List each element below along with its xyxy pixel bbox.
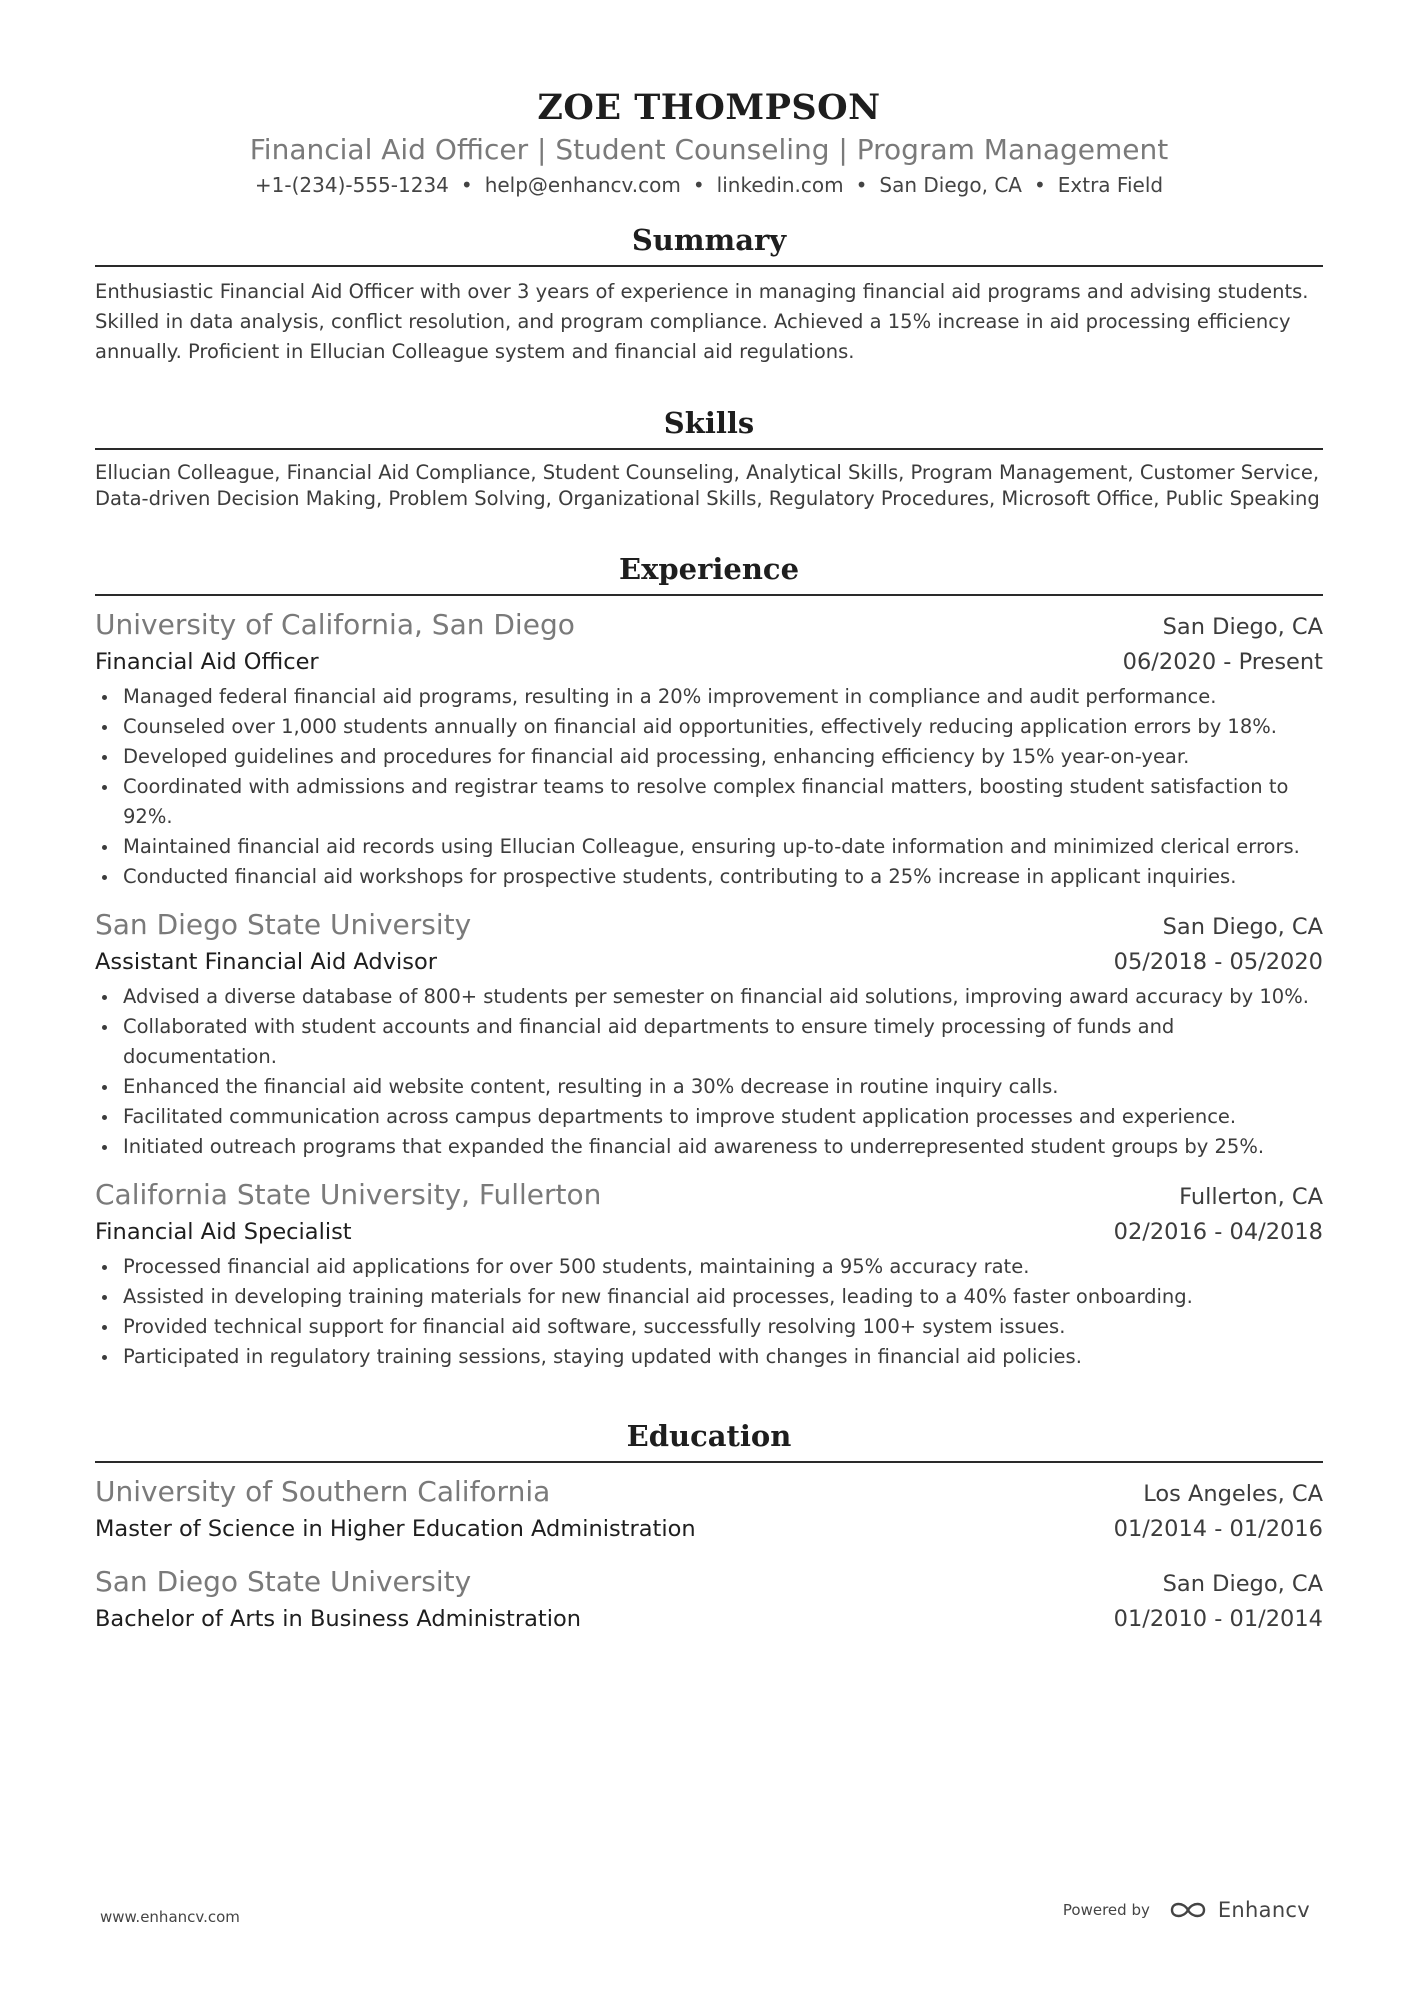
education-section <box>95 1416 1323 1635</box>
job-bullets <box>95 982 1323 1162</box>
employer-location: San Diego, CA <box>1162 614 1323 640</box>
job-title: Financial Aid Officer <box>95 649 319 675</box>
employer-location: San Diego, CA <box>1162 914 1323 940</box>
job-bullet: Managed federal financial aid programs, resulting in a 20% improvement in compliance and audit performance. <box>95 682 1323 712</box>
infinity-logo-icon <box>1166 1898 1210 1922</box>
summary-title: Summary <box>631 223 787 257</box>
employer-name: University of California, San Diego <box>95 608 575 641</box>
summary-text: Enthusiastic Financial Aid Officer with over 3 years of experience in managing financial aid programs and advising students. Skilled in data analysis, conflict resolution, and program compliance. Achieved a 15% increase in aid processing efficiency annually. Proficient in Ellucian Colleague system and financial aid regulations. <box>95 280 1309 363</box>
resume-page <box>95 0 1323 1635</box>
skills-title: Skills <box>663 406 755 440</box>
section-divider <box>95 265 1323 267</box>
job-title: Assistant Financial Aid Advisor <box>95 949 437 975</box>
education-title: Education <box>626 1419 792 1453</box>
school-location: San Diego, CA <box>1162 1571 1323 1597</box>
experience-entry <box>95 1176 1323 1372</box>
job-bullet: Coordinated with admissions and registrar teams to resolve complex financial matters, boosting student satisfaction to 92%. <box>95 772 1323 832</box>
entry-role-row <box>95 646 1323 678</box>
job-bullet: Developed guidelines and procedures for financial aid processing, enhancing efficiency by 15% year-on-year. <box>95 742 1323 772</box>
degree-dates: 01/2014 - 01/2016 <box>1113 1516 1323 1542</box>
contact-separator: • <box>692 173 705 197</box>
job-bullet: Collaborated with student accounts and financial aid departments to ensure timely processing of funds and documentation. <box>95 1012 1323 1072</box>
experience-entry <box>95 906 1323 1162</box>
contact-email[interactable]: help@enhancv.com <box>484 173 681 197</box>
summary-section <box>95 220 1323 367</box>
school-location: Los Angeles, CA <box>1143 1481 1323 1507</box>
experience-entry <box>95 606 1323 892</box>
job-bullet: Advised a diverse database of 800+ students per semester on financial aid solutions, improving award accuracy by 10%. <box>95 982 1323 1012</box>
job-bullet: Maintained financial aid records using Ellucian Colleague, ensuring up-to-date information and minimized clerical errors. <box>95 832 1323 862</box>
job-bullet: Processed financial aid applications for over 500 students, maintaining a 95% accuracy rate. <box>95 1252 1323 1282</box>
entry-role-row <box>95 946 1323 978</box>
powered-by-label: Powered by <box>1062 1901 1150 1919</box>
contact-separator: • <box>1033 173 1046 197</box>
entry-degree-row <box>95 1603 1323 1635</box>
job-bullet: Counseled over 1,000 students annually on financial aid opportunities, effectively reducing application errors by 18%. <box>95 712 1323 742</box>
employer-location: Fullerton, CA <box>1179 1184 1323 1210</box>
job-bullet: Facilitated communication across campus departments to improve student application processes and experience. <box>95 1102 1323 1132</box>
contact-separator: • <box>855 173 868 197</box>
entry-header-row <box>95 906 1323 946</box>
job-bullets <box>95 1252 1323 1372</box>
entry-role-row <box>95 1216 1323 1248</box>
degree-name: Master of Science in Higher Education Administration <box>95 1516 696 1542</box>
degree-dates: 01/2010 - 01/2014 <box>1113 1606 1323 1632</box>
resume-header <box>95 0 1323 200</box>
degree-name: Bachelor of Arts in Business Administration <box>95 1606 581 1632</box>
job-bullet: Enhanced the financial aid website content, resulting in a 30% decrease in routine inquiry calls. <box>95 1072 1323 1102</box>
entry-header-row <box>95 606 1323 646</box>
entry-header-row <box>95 1473 1323 1513</box>
job-dates: 02/2016 - 04/2018 <box>1113 1219 1323 1245</box>
employer-name: California State University, Fullerton <box>95 1178 602 1211</box>
contact-location: San Diego, CA <box>879 173 1022 197</box>
education-entry <box>95 1473 1323 1545</box>
job-dates: 06/2020 - Present <box>1122 649 1323 675</box>
candidate-headline: Financial Aid Officer | Student Counseling | Program Management <box>249 133 1169 166</box>
skills-text: Ellucian Colleague, Financial Aid Compliance, Student Counseling, Analytical Skills, Program Management, Customer Service, Data-driven Decision Making, Problem Solving, Organizational Skills, Regulatory Procedures, Microsoft Office, Public Speaking <box>95 461 1320 510</box>
section-divider <box>95 1461 1323 1463</box>
brand-logo[interactable] <box>1166 1898 1310 1922</box>
contact-separator: • <box>460 173 473 197</box>
section-divider <box>95 448 1323 450</box>
experience-title: Experience <box>618 552 800 586</box>
contact-linkedin[interactable]: linkedin.com <box>716 173 844 197</box>
contact-phone: +1-(234)-555-1234 <box>254 173 449 197</box>
brand-name: Enhancv <box>1217 1898 1310 1922</box>
entry-header-row <box>95 1563 1323 1603</box>
candidate-name: ZOE THOMPSON <box>537 87 881 128</box>
skills-section <box>95 403 1323 511</box>
job-bullet: Conducted financial aid workshops for prospective students, contributing to a 25% increase in applicant inquiries. <box>95 862 1323 892</box>
school-name: San Diego State University <box>95 1565 472 1598</box>
education-entry <box>95 1563 1323 1635</box>
experience-section <box>95 549 1323 1372</box>
job-title: Financial Aid Specialist <box>95 1219 352 1245</box>
footer-branding <box>1063 1898 1310 1922</box>
job-bullet: Initiated outreach programs that expanded the financial aid awareness to underrepresented student groups by 25%. <box>95 1132 1323 1162</box>
job-bullet: Assisted in developing training materials for new financial aid processes, leading to a 40% faster onboarding. <box>95 1282 1323 1312</box>
employer-name: San Diego State University <box>95 908 472 941</box>
job-bullet: Participated in regulatory training sessions, staying updated with changes in financial aid policies. <box>95 1342 1323 1372</box>
job-dates: 05/2018 - 05/2020 <box>1113 949 1323 975</box>
section-divider <box>95 594 1323 596</box>
contact-extra-field: Extra Field <box>1057 173 1164 197</box>
job-bullet: Provided technical support for financial aid software, successfully resolving 100+ system issues. <box>95 1312 1323 1342</box>
entry-header-row <box>95 1176 1323 1216</box>
footer-website[interactable]: www.enhancv.com <box>100 1908 240 1926</box>
contact-line <box>95 170 1323 200</box>
job-bullets <box>95 682 1323 892</box>
entry-degree-row <box>95 1513 1323 1545</box>
school-name: University of Southern California <box>95 1475 551 1508</box>
